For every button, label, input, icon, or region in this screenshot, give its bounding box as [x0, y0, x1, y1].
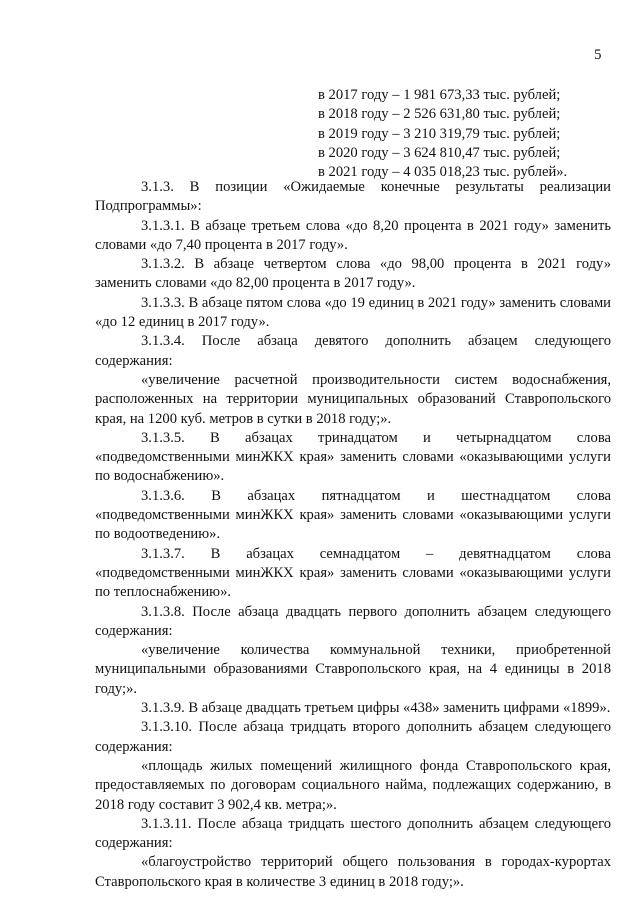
paragraph-3-1-3-3: 3.1.3.3. В абзаце пятом слова «до 19 единиц в 2021 году» заменить словами «до 12 единиц в 2017 году».	[95, 294, 611, 331]
amount-line-2018: в 2018 году – 2 526 631,80 тыс. рублей;	[318, 106, 561, 123]
paragraph-3-1-3-2: 3.1.3.2. В абзаце четвертом слова «до 98,00 процента в 2021 году» заменить словами «до 82,00 процента в 2017 году».	[95, 256, 611, 292]
amount-line-2021: в 2021 году – 4 035 018,23 тыс. рублей».	[318, 164, 568, 181]
amount-line-2019: в 2019 году – 3 210 319,79 тыс. рублей;	[318, 125, 561, 142]
funding-amounts-list	[318, 86, 567, 182]
quote-water-supply: «увеличение расчетной производительности систем водоснабжения, расположенных на территории муниципальных образований Ставропольского края, на 1200 куб. метров в сутки в 2018 году;».	[95, 371, 611, 427]
quote-public-territories: «благоустройство территорий общего пользования в городах-курортах Ставропольского края в количестве 3 единиц в 2018 году;».	[95, 854, 611, 890]
paragraph-3-1-3-7: 3.1.3.7. В абзацах семнадцатом – девятнадцатом слова «подведомственными минЖКХ края» заменить словами «оказывающими услуги по теплоснабжению».	[95, 545, 611, 601]
paragraph-3-1-3-6: 3.1.3.6. В абзацах пятнадцатом и шестнадцатом слова «подведомственными минЖКХ края» заменить словами «оказывающими услуги по водоотведению».	[95, 487, 611, 543]
paragraph-3-1-3-5: 3.1.3.5. В абзацах тринадцатом и четырнадцатом слова «подведомственными минЖКХ края» заменить словами «оказывающими услуги по водоснабжению».	[95, 429, 611, 485]
page-number: 5	[594, 47, 602, 63]
paragraph-3-1-3-10: 3.1.3.10. После абзаца тридцать второго дополнить абзацем следующего содержания:	[95, 719, 611, 755]
amount-line-2017: в 2017 году – 1 981 673,33 тыс. рублей;	[318, 87, 561, 103]
paragraph-3-1-3-4: 3.1.3.4. После абзаца девятого дополнить абзацем следующего содержания:	[95, 333, 611, 369]
document-body	[95, 178, 611, 892]
paragraph-3-1-3: 3.1.3. В позиции «Ожидаемые конечные результаты реализации Подпрограммы»:	[95, 179, 611, 215]
quote-housing-area: «площадь жилых помещений жилищного фонда Ставропольского края, предоставляемых по договорам социального найма, подлежащих содержанию, в 2018 году составит 3 902,4 кв. метра;».	[95, 757, 611, 813]
quote-municipal-equipment: «увеличение количества коммунальной техники, приобретенной муниципальными образованиями Ставропольского края, на 4 единицы в 2018 году;».	[95, 642, 611, 697]
paragraph-3-1-3-1: 3.1.3.1. В абзаце третьем слова «до 8,20 процента в 2021 году» заменить словами «до 7,40 процента в 2017 году».	[95, 217, 611, 253]
paragraph-3-1-3-8: 3.1.3.8. После абзаца двадцать первого дополнить абзацем следующего содержания:	[95, 603, 611, 639]
paragraph-3-1-3-11: 3.1.3.11. После абзаца тридцать шестого дополнить абзацем следующего содержания:	[95, 815, 611, 852]
amount-line-2020: в 2020 году – 3 624 810,47 тыс. рублей;	[318, 144, 561, 161]
paragraph-3-1-3-9: 3.1.3.9. В абзаце двадцать третьем цифры «438» заменить цифрами «1899».	[141, 700, 611, 717]
